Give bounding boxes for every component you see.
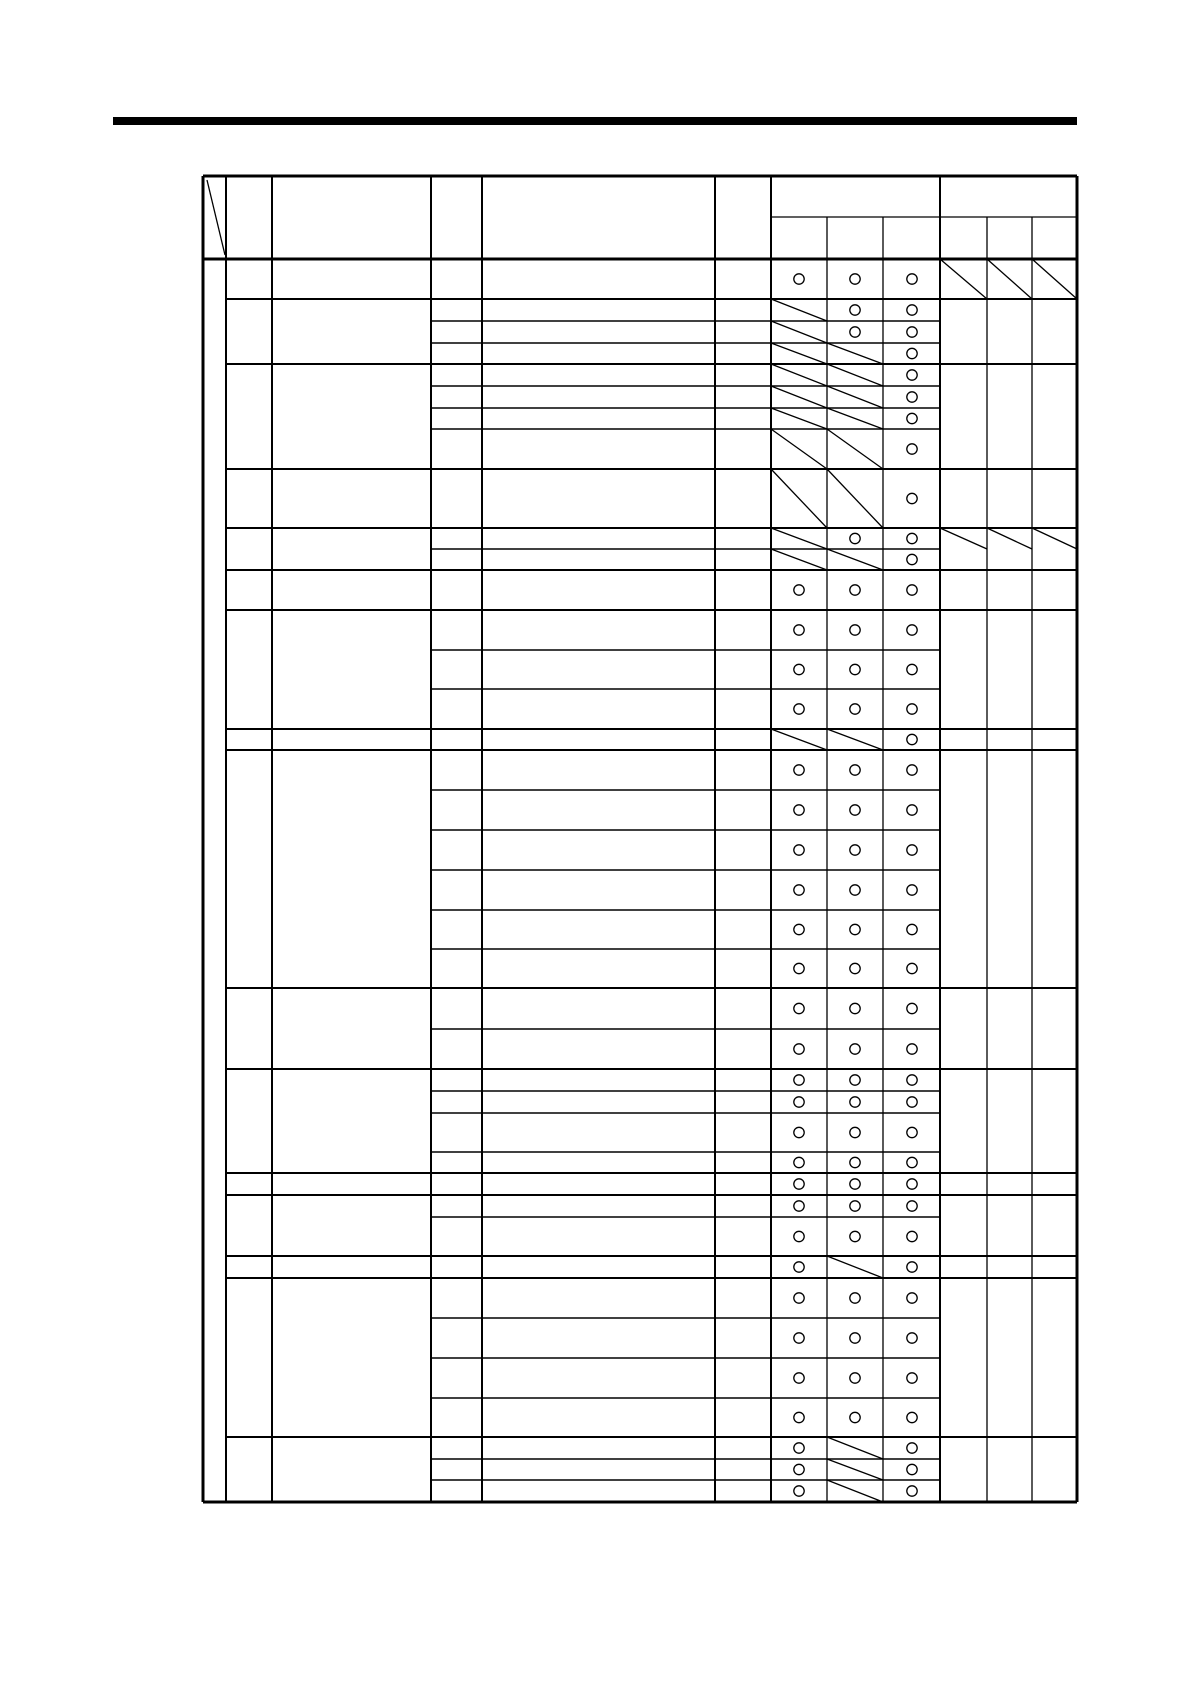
support-mark-circle <box>907 765 917 775</box>
support-mark-circle <box>850 1127 860 1137</box>
support-mark-circle <box>794 1179 804 1189</box>
support-mark-circle <box>907 845 917 855</box>
support-mark-circle <box>907 305 917 315</box>
na-diagonal-mark <box>827 429 883 469</box>
support-mark-circle <box>794 1464 804 1474</box>
support-mark-circle <box>850 327 860 337</box>
support-mark-circle <box>850 1293 860 1303</box>
support-mark-circle <box>907 274 917 284</box>
na-diagonal-mark <box>771 429 827 469</box>
support-mark-circle <box>850 1044 860 1054</box>
support-mark-circle <box>794 585 804 595</box>
support-mark-circle <box>907 1373 917 1383</box>
support-mark-circle <box>850 963 860 973</box>
support-mark-circle <box>850 805 860 815</box>
support-mark-circle <box>907 493 917 503</box>
na-diagonal <box>940 528 987 549</box>
support-mark-circle <box>850 585 860 595</box>
na-diagonal-mark <box>827 364 883 386</box>
support-mark-circle <box>794 963 804 973</box>
support-mark-circle <box>794 1293 804 1303</box>
support-mark-circle <box>850 274 860 284</box>
support-mark-circle <box>794 1157 804 1167</box>
na-diagonal-mark <box>771 386 827 408</box>
support-mark-circle <box>907 1157 917 1167</box>
support-mark-circle <box>794 1044 804 1054</box>
support-mark-circle <box>850 704 860 714</box>
support-mark-circle <box>907 533 917 543</box>
support-mark-circle <box>907 704 917 714</box>
na-diagonal-mark <box>827 343 883 364</box>
support-mark-circle <box>794 1373 804 1383</box>
support-mark-circle <box>794 1333 804 1343</box>
support-mark-circle <box>907 924 917 934</box>
support-mark-circle <box>794 1443 804 1453</box>
support-mark-circle <box>907 392 917 402</box>
na-diagonal <box>987 259 1032 299</box>
support-mark-circle <box>907 413 917 423</box>
support-mark-circle <box>850 924 860 934</box>
support-mark-circle <box>850 1373 860 1383</box>
na-diagonal-mark <box>827 729 883 750</box>
support-mark-circle <box>907 664 917 674</box>
na-diagonal-mark <box>827 469 883 528</box>
na-diagonal-mark <box>771 528 827 549</box>
na-diagonal-mark <box>771 469 827 528</box>
support-mark-circle <box>850 765 860 775</box>
support-mark-circle <box>907 1044 917 1054</box>
support-mark-circle <box>907 1464 917 1474</box>
na-diagonal <box>940 259 987 299</box>
na-diagonal-mark <box>827 1459 883 1480</box>
support-mark-circle <box>850 1003 860 1013</box>
support-mark-circle <box>907 1097 917 1107</box>
support-mark-circle <box>907 370 917 380</box>
support-mark-circle <box>907 1231 917 1241</box>
support-mark-circle <box>794 845 804 855</box>
support-mark-circle <box>794 1127 804 1137</box>
na-diagonal-mark <box>771 321 827 343</box>
support-mark-circle <box>907 554 917 564</box>
support-mark-circle <box>907 1486 917 1496</box>
support-mark-circle <box>794 1262 804 1272</box>
support-mark-circle <box>907 1412 917 1422</box>
support-mark-circle <box>794 765 804 775</box>
support-mark-circle <box>794 1097 804 1107</box>
support-mark-circle <box>907 734 917 744</box>
support-mark-circle <box>850 845 860 855</box>
support-mark-circle <box>794 924 804 934</box>
support-mark-circle <box>907 805 917 815</box>
na-diagonal-mark <box>827 1437 883 1459</box>
support-mark-circle <box>794 1231 804 1241</box>
na-diagonal-mark <box>771 729 827 750</box>
na-diagonal-mark <box>827 549 883 570</box>
support-mark-circle <box>850 1231 860 1241</box>
support-mark-circle <box>907 1179 917 1189</box>
support-mark-circle <box>907 1201 917 1211</box>
support-mark-circle <box>907 444 917 454</box>
na-diagonal-mark <box>827 386 883 408</box>
support-mark-circle <box>850 1179 860 1189</box>
support-mark-circle <box>794 805 804 815</box>
support-mark-circle <box>907 1003 917 1013</box>
support-mark-circle <box>907 327 917 337</box>
support-mark-circle <box>907 963 917 973</box>
support-mark-circle <box>794 1003 804 1013</box>
support-mark-circle <box>850 1075 860 1085</box>
support-mark-circle <box>794 1075 804 1085</box>
support-mark-circle <box>850 1157 860 1167</box>
na-diagonal-mark <box>827 408 883 429</box>
support-mark-circle <box>794 1486 804 1496</box>
support-mark-circle <box>850 625 860 635</box>
na-diagonal-mark <box>771 364 827 386</box>
support-mark-circle <box>907 625 917 635</box>
na-diagonal-mark <box>827 1256 883 1278</box>
na-diagonal-mark <box>771 408 827 429</box>
support-mark-circle <box>850 1201 860 1211</box>
na-diagonal-mark <box>771 343 827 364</box>
support-mark-circle <box>850 305 860 315</box>
support-mark-circle <box>907 348 917 358</box>
support-mark-circle <box>907 1075 917 1085</box>
support-mark-circle <box>794 625 804 635</box>
na-diagonal-mark <box>827 1480 883 1502</box>
support-mark-circle <box>907 585 917 595</box>
support-mark-circle <box>850 1097 860 1107</box>
support-mark-circle <box>850 533 860 543</box>
support-mark-circle <box>850 885 860 895</box>
na-diagonal <box>1032 528 1077 549</box>
na-diagonal-mark <box>771 549 827 570</box>
support-mark-circle <box>907 1262 917 1272</box>
support-mark-circle <box>907 1333 917 1343</box>
support-mark-circle <box>850 1412 860 1422</box>
na-diagonal-mark <box>771 299 827 321</box>
support-mark-circle <box>850 664 860 674</box>
support-mark-circle <box>907 1293 917 1303</box>
support-mark-circle <box>907 1443 917 1453</box>
support-mark-circle <box>794 885 804 895</box>
support-mark-circle <box>794 1201 804 1211</box>
support-mark-circle <box>907 885 917 895</box>
header-corner-diagonal <box>207 180 225 255</box>
na-diagonal <box>1032 259 1077 299</box>
support-mark-circle <box>907 1127 917 1137</box>
support-mark-circle <box>794 1412 804 1422</box>
support-mark-circle <box>850 1333 860 1343</box>
na-diagonal <box>987 528 1032 549</box>
support-mark-circle <box>794 704 804 714</box>
support-mark-circle <box>794 274 804 284</box>
support-mark-circle <box>794 664 804 674</box>
